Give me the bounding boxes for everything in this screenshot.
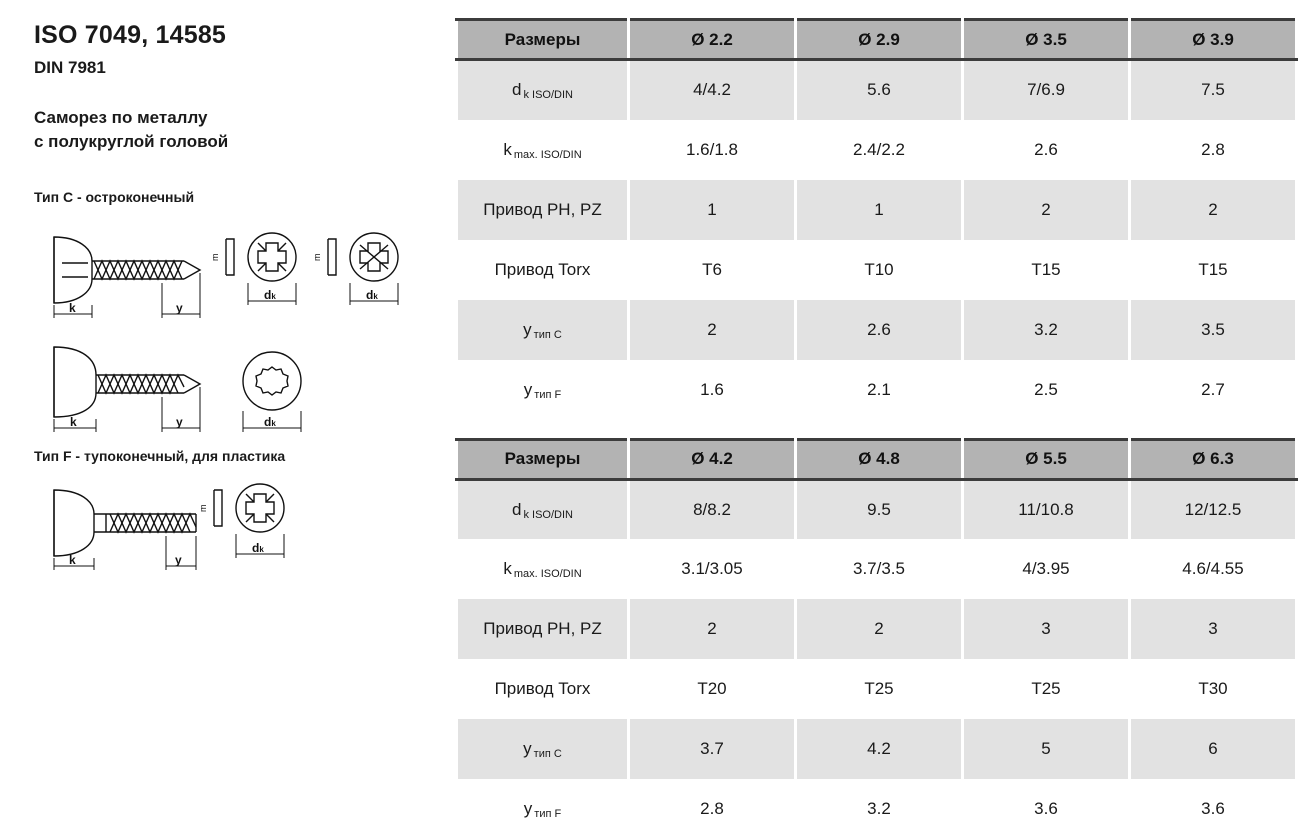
table-cell: 2.4/2.2 <box>796 120 963 180</box>
table-cell: 11/10.8 <box>963 479 1130 539</box>
dim-label-dk: dk <box>252 540 264 555</box>
table-row <box>457 300 1297 360</box>
row-label: Привод PH, PZ <box>457 180 629 240</box>
table-row <box>457 60 1297 120</box>
dimension-table-1 <box>455 18 1298 420</box>
table-cell: 6 <box>1130 719 1297 779</box>
table-cell: 3.6 <box>963 779 1130 837</box>
dim-label-dk: dk <box>264 287 276 302</box>
table-cell: 2 <box>796 599 963 659</box>
figure-row-type-c-1 <box>34 221 437 321</box>
figure-row-type-f <box>34 480 437 570</box>
table-cell: 3.5 <box>1130 300 1297 360</box>
table-cell: 7/6.9 <box>963 60 1130 120</box>
table-cell: 9.5 <box>796 479 963 539</box>
table-cell: T20 <box>629 659 796 719</box>
type-c-caption: Тип C - остроконечный <box>34 188 195 205</box>
dim-label-k: k <box>70 414 77 429</box>
row-label: Привод PH, PZ <box>457 599 629 659</box>
column-header-d42: Ø 4.2 <box>629 439 796 479</box>
product-description-line1: Саморез по металлу <box>34 107 208 127</box>
table-row <box>457 599 1297 659</box>
row-label: d k ISO/DIN <box>457 60 629 120</box>
table-cell: T6 <box>629 240 796 300</box>
table-cell: 4/3.95 <box>963 539 1130 599</box>
table-row <box>457 659 1297 719</box>
standard-subtitle: DIN 7981 <box>34 57 106 77</box>
table-cell: T15 <box>963 240 1130 300</box>
table-cell: 8/8.2 <box>629 479 796 539</box>
column-header-d22: Ø 2.2 <box>629 20 796 60</box>
column-header-d55: Ø 5.5 <box>963 439 1130 479</box>
table-cell: 2 <box>963 180 1130 240</box>
table-cell: 2 <box>629 599 796 659</box>
table-row <box>457 360 1297 420</box>
table-cell: 1 <box>796 180 963 240</box>
dim-label-dk: dk <box>366 287 378 302</box>
table-cell: 3.2 <box>796 779 963 837</box>
table-cell: T15 <box>1130 240 1297 300</box>
table-cell: 1.6/1.8 <box>629 120 796 180</box>
table-header-row <box>457 20 1297 60</box>
dimension-table-2 <box>455 438 1298 837</box>
product-description-line2: с полукруглой головой <box>34 132 229 152</box>
row-label: y тип F <box>457 360 629 420</box>
row-label: k max. ISO/DIN <box>457 120 629 180</box>
table-row <box>457 479 1297 539</box>
table-cell: 3.7/3.5 <box>796 539 963 599</box>
table-cell: 2.6 <box>796 300 963 360</box>
table-cell: 5.6 <box>796 60 963 120</box>
table-cell: 3 <box>1130 599 1297 659</box>
dim-label-y: y <box>176 300 183 315</box>
table-cell: 2.8 <box>629 779 796 837</box>
table-cell: 1.6 <box>629 360 796 420</box>
dim-label-k: k <box>69 552 76 567</box>
table-cell: 3.6 <box>1130 779 1297 837</box>
row-label: Привод Torx <box>457 240 629 300</box>
type-f-caption: Тип F - тупоконечный, для пластика <box>34 447 286 464</box>
table-row <box>457 180 1297 240</box>
table-cell: 2 <box>1130 180 1297 240</box>
page-title: ISO 7049, 14585 <box>34 21 227 49</box>
row-label: y тип F <box>457 779 629 837</box>
table-cell: 1 <box>629 180 796 240</box>
table-cell: 7.5 <box>1130 60 1297 120</box>
table-cell: 3.7 <box>629 719 796 779</box>
table-cell: 2.6 <box>963 120 1130 180</box>
column-header-dimensions: Размеры <box>457 439 629 479</box>
left-info-panel <box>0 0 455 837</box>
table-row <box>457 779 1297 837</box>
column-header-d29: Ø 2.9 <box>796 20 963 60</box>
table-cell: 3.2 <box>963 300 1130 360</box>
screw-diagram-type-c-torx <box>34 331 434 436</box>
column-header-d35: Ø 3.5 <box>963 20 1130 60</box>
table-cell: 2.5 <box>963 360 1130 420</box>
dim-label-y: y <box>175 552 182 567</box>
dim-label-y: y <box>176 414 183 429</box>
table-row <box>457 539 1297 599</box>
table-cell: 2 <box>629 300 796 360</box>
table-cell: 4.6/4.55 <box>1130 539 1297 599</box>
row-label: y тип C <box>457 719 629 779</box>
table-row <box>457 719 1297 779</box>
column-header-dimensions: Размеры <box>457 20 629 60</box>
table-cell: 2.8 <box>1130 120 1297 180</box>
table-row <box>457 240 1297 300</box>
figure-row-type-c-2 <box>34 331 437 436</box>
table-cell: 2.7 <box>1130 360 1297 420</box>
table-cell: 3 <box>963 599 1130 659</box>
table-cell: 12/12.5 <box>1130 479 1297 539</box>
product-description <box>34 106 437 155</box>
dim-label-k: k <box>69 300 76 315</box>
table-cell: T10 <box>796 240 963 300</box>
dim-label-m: m <box>210 253 220 261</box>
table-cell: 2.1 <box>796 360 963 420</box>
table-cell: T30 <box>1130 659 1297 719</box>
row-label: d k ISO/DIN <box>457 479 629 539</box>
table-cell: T25 <box>796 659 963 719</box>
table-cell: T25 <box>963 659 1130 719</box>
column-header-d39: Ø 3.9 <box>1130 20 1297 60</box>
column-header-d48: Ø 4.8 <box>796 439 963 479</box>
screw-diagram-type-f <box>34 480 434 570</box>
table-cell: 5 <box>963 719 1130 779</box>
dim-label-m: m <box>198 504 208 512</box>
table-cell: 4.2 <box>796 719 963 779</box>
dim-label-dk: dk <box>264 414 276 429</box>
table-cell: 3.1/3.05 <box>629 539 796 599</box>
dimension-tables <box>455 18 1303 837</box>
table-cell: 4/4.2 <box>629 60 796 120</box>
column-header-d63: Ø 6.3 <box>1130 439 1297 479</box>
row-label: y тип C <box>457 300 629 360</box>
row-label: Привод Torx <box>457 659 629 719</box>
table-row <box>457 120 1297 180</box>
screw-diagram-type-c-phillips <box>34 221 434 321</box>
row-label: k max. ISO/DIN <box>457 539 629 599</box>
dim-label-m: m <box>312 253 322 261</box>
table-header-row <box>457 439 1297 479</box>
